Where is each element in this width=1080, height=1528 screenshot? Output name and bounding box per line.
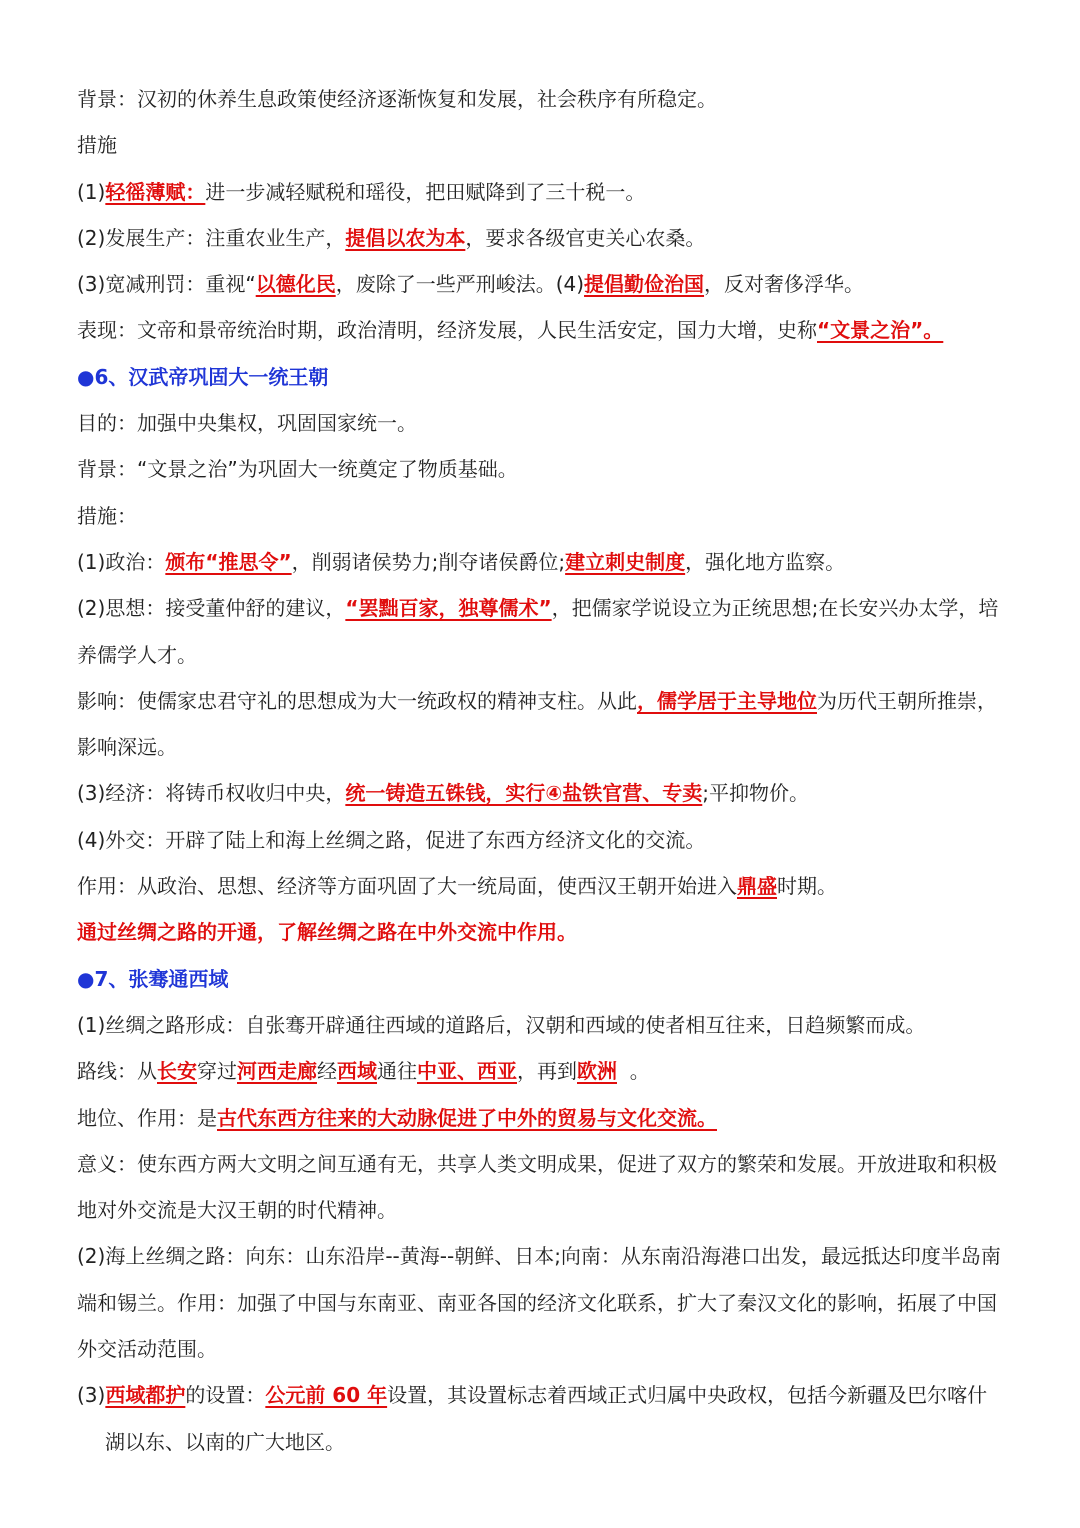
paragraph-influence: 影响：使儒家忠君守礼的思想成为大一统政权的精神支柱。从此，儒学居于主导地位为历代王朝所推崇，影响深远。	[77, 688, 997, 760]
paragraph-measure-2: (2)发展生产：注重农业生产，提倡以农为本，要求各级官吏关心农桑。	[77, 225, 706, 250]
highlight-key-term: 长安	[157, 1059, 197, 1084]
highlight-key-term: 建立刺史制度	[565, 549, 686, 574]
highlight-key-term: “文景之治”。	[817, 318, 944, 343]
highlight-key-term: 欧洲	[577, 1059, 617, 1084]
highlight-key-term: “罢黜百家，独尊儒术”	[345, 596, 552, 621]
paragraph-politics: (1)政治：颁布“推思令”，削弱诸侯势力;削夺诸侯爵位;建立刺史制度，强化地方监察。	[77, 549, 846, 574]
highlight-key-term: 鼎盛	[737, 874, 777, 899]
paragraph-effect: 作用：从政治、思想、经济等方面巩固了大一统局面，使西汉王朝开始进入鼎盛时期。	[77, 874, 837, 899]
paragraph-purpose: 目的：加强中央集权，巩固国家统一。	[77, 411, 417, 436]
highlight-key-term: 西域都护	[105, 1383, 186, 1408]
section-heading-7: ●7、张骞通西域	[77, 966, 229, 991]
paragraph-thought: (2)思想：接受董仲舒的建议，“罢黜百家，独尊儒术”，把儒家学说设立为正统思想;在长安兴办太学，培养儒学人才。	[77, 596, 999, 667]
paragraph-background: 背景：汉初的休养生息政策使经济逐渐恢复和发展，社会秩序有所稳定。	[77, 87, 717, 111]
highlight-key-term: 提倡勤俭治国	[584, 272, 705, 297]
highlight-key-term: 古代东西方往来的大动脉促进了中外的贸易与文化交流。	[217, 1105, 717, 1130]
paragraph-measures-label: 措施	[77, 133, 117, 158]
paragraph-diplomacy: (4)外交：开辟了陆上和海上丝绸之路，促进了东西方经济文化的交流。	[77, 827, 706, 852]
highlight-key-term: 统一铸造五铢钱，实行④盐铁官营、专卖	[345, 781, 703, 806]
highlight-key-term: 中亚、西亚	[417, 1059, 517, 1084]
highlight-key-term: 颁布“推思令”	[165, 549, 292, 574]
paragraph-economy: (3)经济：将铸币权收归中央，统一铸造五铢钱，实行④盐铁官营、专卖;平抑物价。	[77, 781, 810, 806]
highlight-key-term: 河西走廊	[237, 1059, 317, 1084]
highlight-key-term: ，儒学居于主导地位	[637, 688, 817, 713]
paragraph-significance: 意义：使东西方两大文明之间互通有无，共享人类文明成果，促进了双方的繁荣和发展。开放进取和积极地对外交流是大汉王朝的时代精神。	[77, 1151, 997, 1223]
paragraph-measures-label-2: 措施：	[77, 503, 137, 528]
highlight-key-term: 轻徭薄赋：	[105, 179, 206, 204]
paragraph-silk-road-formation: (1)丝绸之路形成：自张骞开辟通往西域的道路后，汉朝和西域的使者相互往来，日趋频繁而成。	[77, 1012, 926, 1037]
paragraph-route: 路线：从长安穿过河西走廊经西域通往中亚、西亚，再到欧洲 。	[77, 1059, 650, 1084]
paragraph-background-2: 背景：“文景之治”为巩固大一统奠定了物质基础。	[77, 457, 518, 482]
paragraph-maritime-silk-road: (2)海上丝绸之路：向东：山东沿岸--黄海--朝鲜、日本;向南：从东南沿海港口出发，最远抵达印度半岛南端和锡兰。作用：加强了中国与东南亚、南亚各国的经济文化联系，扩大了秦汉文化的影响，拓展了中国外交活动范围。	[77, 1244, 1001, 1362]
paragraph-measure-3-4: (3)宽减刑罚：重视“以德化民，废除了一些严刑峻法。(4)提倡勤俭治国，反对奢侈浮华。	[77, 272, 865, 297]
paragraph-protectorate: (3)西域都护的设置：公元前 60 年设置，其设置标志着西域正式归属中央政权，包括今新疆及巴尔喀什湖以东、以南的广大地区。	[77, 1383, 988, 1454]
section-heading-6: ●6、汉武帝巩固大一统王朝	[77, 364, 329, 389]
paragraph-performance: 表现：文帝和景帝统治时期，政治清明，经济发展，人民生活安定，国力大增，史称“文景之治”。	[77, 318, 944, 343]
learning-objective: 通过丝绸之路的开通，了解丝绸之路在中外交流中作用。	[77, 920, 577, 945]
paragraph-status: 地位、作用：是古代东西方往来的大动脉促进了中外的贸易与文化交流。	[77, 1105, 717, 1130]
highlight-key-term: 公元前 60 年	[265, 1383, 388, 1408]
highlight-key-term: 提倡以农为本	[345, 225, 466, 250]
paragraph-measure-1: (1)轻徭薄赋：进一步减轻赋税和瑶役，把田赋降到了三十税一。	[77, 179, 646, 204]
highlight-key-term: 西域	[337, 1059, 377, 1084]
highlight-key-term: 以德化民	[255, 272, 336, 297]
